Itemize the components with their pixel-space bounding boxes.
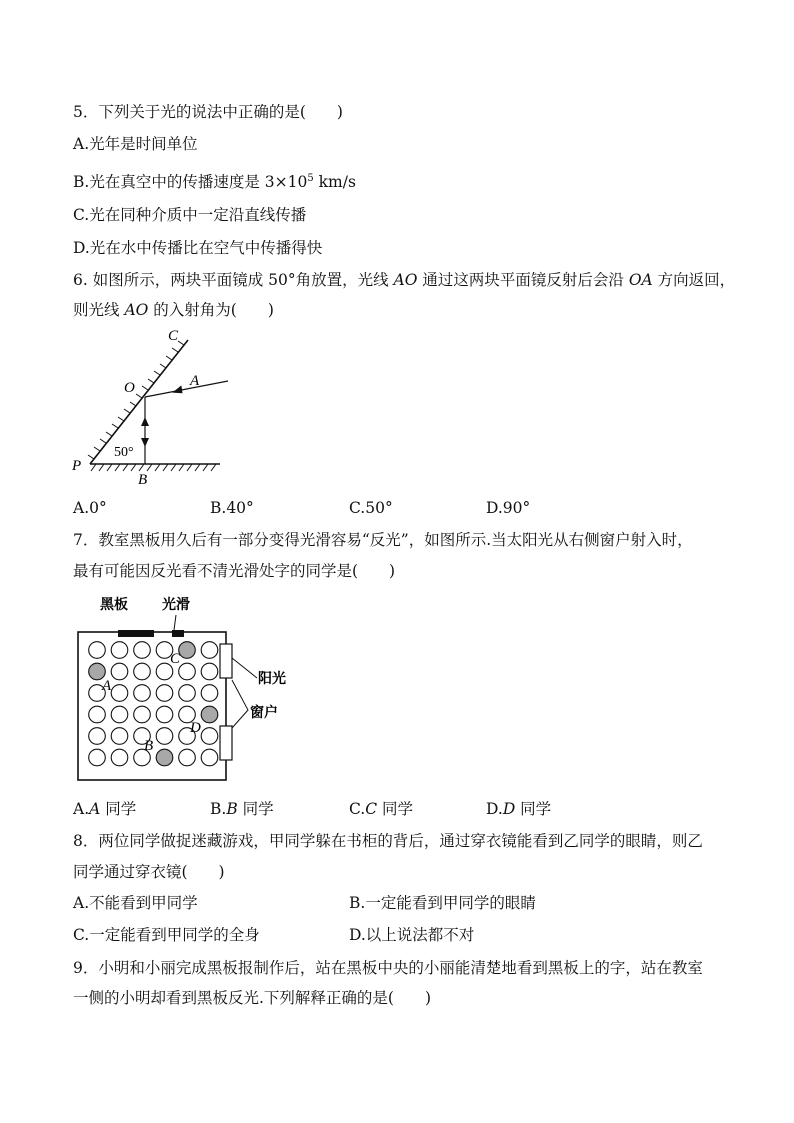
q7-stem-line1: 7．教室黑板用久后有一部分变得光滑容易“反光”，如图所示.当太阳光从右侧窗户射入时， bbox=[73, 531, 693, 549]
q7-option-a: A.A 同学 bbox=[73, 800, 137, 818]
q6-label-c: C bbox=[168, 328, 179, 344]
seat-student-c bbox=[179, 642, 196, 659]
q7-option-c: C.C 同学 bbox=[349, 800, 414, 818]
seat bbox=[134, 706, 151, 723]
q6-label-b: B bbox=[138, 472, 148, 488]
seat-student-d bbox=[201, 706, 218, 723]
q6-label-o: O bbox=[124, 380, 135, 396]
smooth-label: 光滑 bbox=[162, 597, 190, 613]
q7-option-b: B.B 同学 bbox=[210, 800, 274, 818]
seat bbox=[179, 685, 196, 702]
q6-option-a: A.0° bbox=[73, 499, 107, 517]
seat bbox=[89, 706, 106, 723]
q8-option-d: D.以上说法都不对 bbox=[349, 926, 475, 944]
seat bbox=[156, 728, 173, 745]
q7-label-d: D bbox=[190, 720, 201, 736]
q6-stem-line2: 则光线 AO 的入射角为( ) bbox=[73, 301, 274, 319]
q7-classroom-figure bbox=[70, 590, 310, 788]
seat-grid bbox=[89, 642, 218, 766]
q9-stem-line1: 9．小明和小丽完成黑板报制作后，站在黑板中央的小丽能清楚地看到黑板上的字，站在教室 bbox=[73, 959, 703, 977]
seat bbox=[111, 663, 128, 680]
q8-option-a: A.不能看到甲同学 bbox=[73, 894, 198, 912]
sunlight-label: 阳光 bbox=[258, 671, 286, 687]
q5-option-b: B.光在真空中的传播速度是 $3\times 10^5$ km/s bbox=[73, 173, 356, 191]
seat bbox=[111, 685, 128, 702]
q9-stem-line2: 一侧的小明却看到黑板反光.下列解释正确的是( ) bbox=[73, 989, 432, 1007]
q6-label-a: A bbox=[190, 373, 200, 389]
seat bbox=[134, 642, 151, 659]
seat bbox=[156, 706, 173, 723]
seat bbox=[201, 685, 218, 702]
seat bbox=[111, 749, 128, 766]
seat bbox=[111, 728, 128, 745]
seat bbox=[89, 749, 106, 766]
seat bbox=[201, 663, 218, 680]
seat bbox=[201, 642, 218, 659]
q5-stem: 5．下列关于光的说法中正确的是( ) bbox=[73, 103, 343, 121]
q8-option-c: C.一定能看到甲同学的全身 bbox=[73, 926, 260, 944]
seat bbox=[179, 749, 196, 766]
seat bbox=[111, 706, 128, 723]
q5-option-c: C.光在同种介质中一定沿直线传播 bbox=[73, 206, 307, 224]
q5-option-a: A.光年是时间单位 bbox=[73, 135, 198, 153]
q8-stem-line1: 8．两位同学做捉迷藏游戏，甲同学躲在书柜的背后，通过穿衣镜能看到乙同学的眼睛，则乙 bbox=[73, 832, 703, 850]
seat bbox=[156, 685, 173, 702]
seat bbox=[89, 642, 106, 659]
q7-label-c: C bbox=[170, 651, 181, 667]
blackboard-label: 黑板 bbox=[100, 597, 128, 613]
q6-option-c: C.50° bbox=[349, 499, 393, 517]
q7-option-d: D.D 同学 bbox=[486, 800, 552, 818]
q5-option-d: D.光在水中传播比在空气中传播得快 bbox=[73, 239, 323, 257]
seat bbox=[179, 663, 196, 680]
q7-stem-line2: 最有可能因反光看不清光滑处字的同学是( ) bbox=[73, 562, 396, 580]
seat bbox=[134, 685, 151, 702]
q6-angle-label: 50° bbox=[114, 445, 134, 460]
seat bbox=[201, 749, 218, 766]
seat bbox=[89, 728, 106, 745]
q8-stem-line2: 同学通过穿衣镜( ) bbox=[73, 863, 225, 881]
seat bbox=[134, 663, 151, 680]
seat-student-b bbox=[156, 749, 173, 766]
q6-label-p: P bbox=[72, 458, 82, 474]
q7-label-b: B bbox=[144, 738, 154, 754]
seat bbox=[201, 728, 218, 745]
q6-mirror-figure bbox=[60, 322, 240, 492]
window-label: 窗户 bbox=[250, 705, 278, 721]
q6-option-b: B.40° bbox=[210, 499, 254, 517]
q7-label-a: A bbox=[102, 678, 112, 694]
q6-option-d: D.90° bbox=[486, 499, 531, 517]
q8-option-b: B.一定能看到甲同学的眼睛 bbox=[349, 894, 536, 912]
q6-stem-line1: 6. 如图所示，两块平面镜成 50°角放置，光线 AO 通过这两块平面镜反射后会沿 OA 方向返回， bbox=[73, 271, 736, 289]
seat bbox=[111, 642, 128, 659]
